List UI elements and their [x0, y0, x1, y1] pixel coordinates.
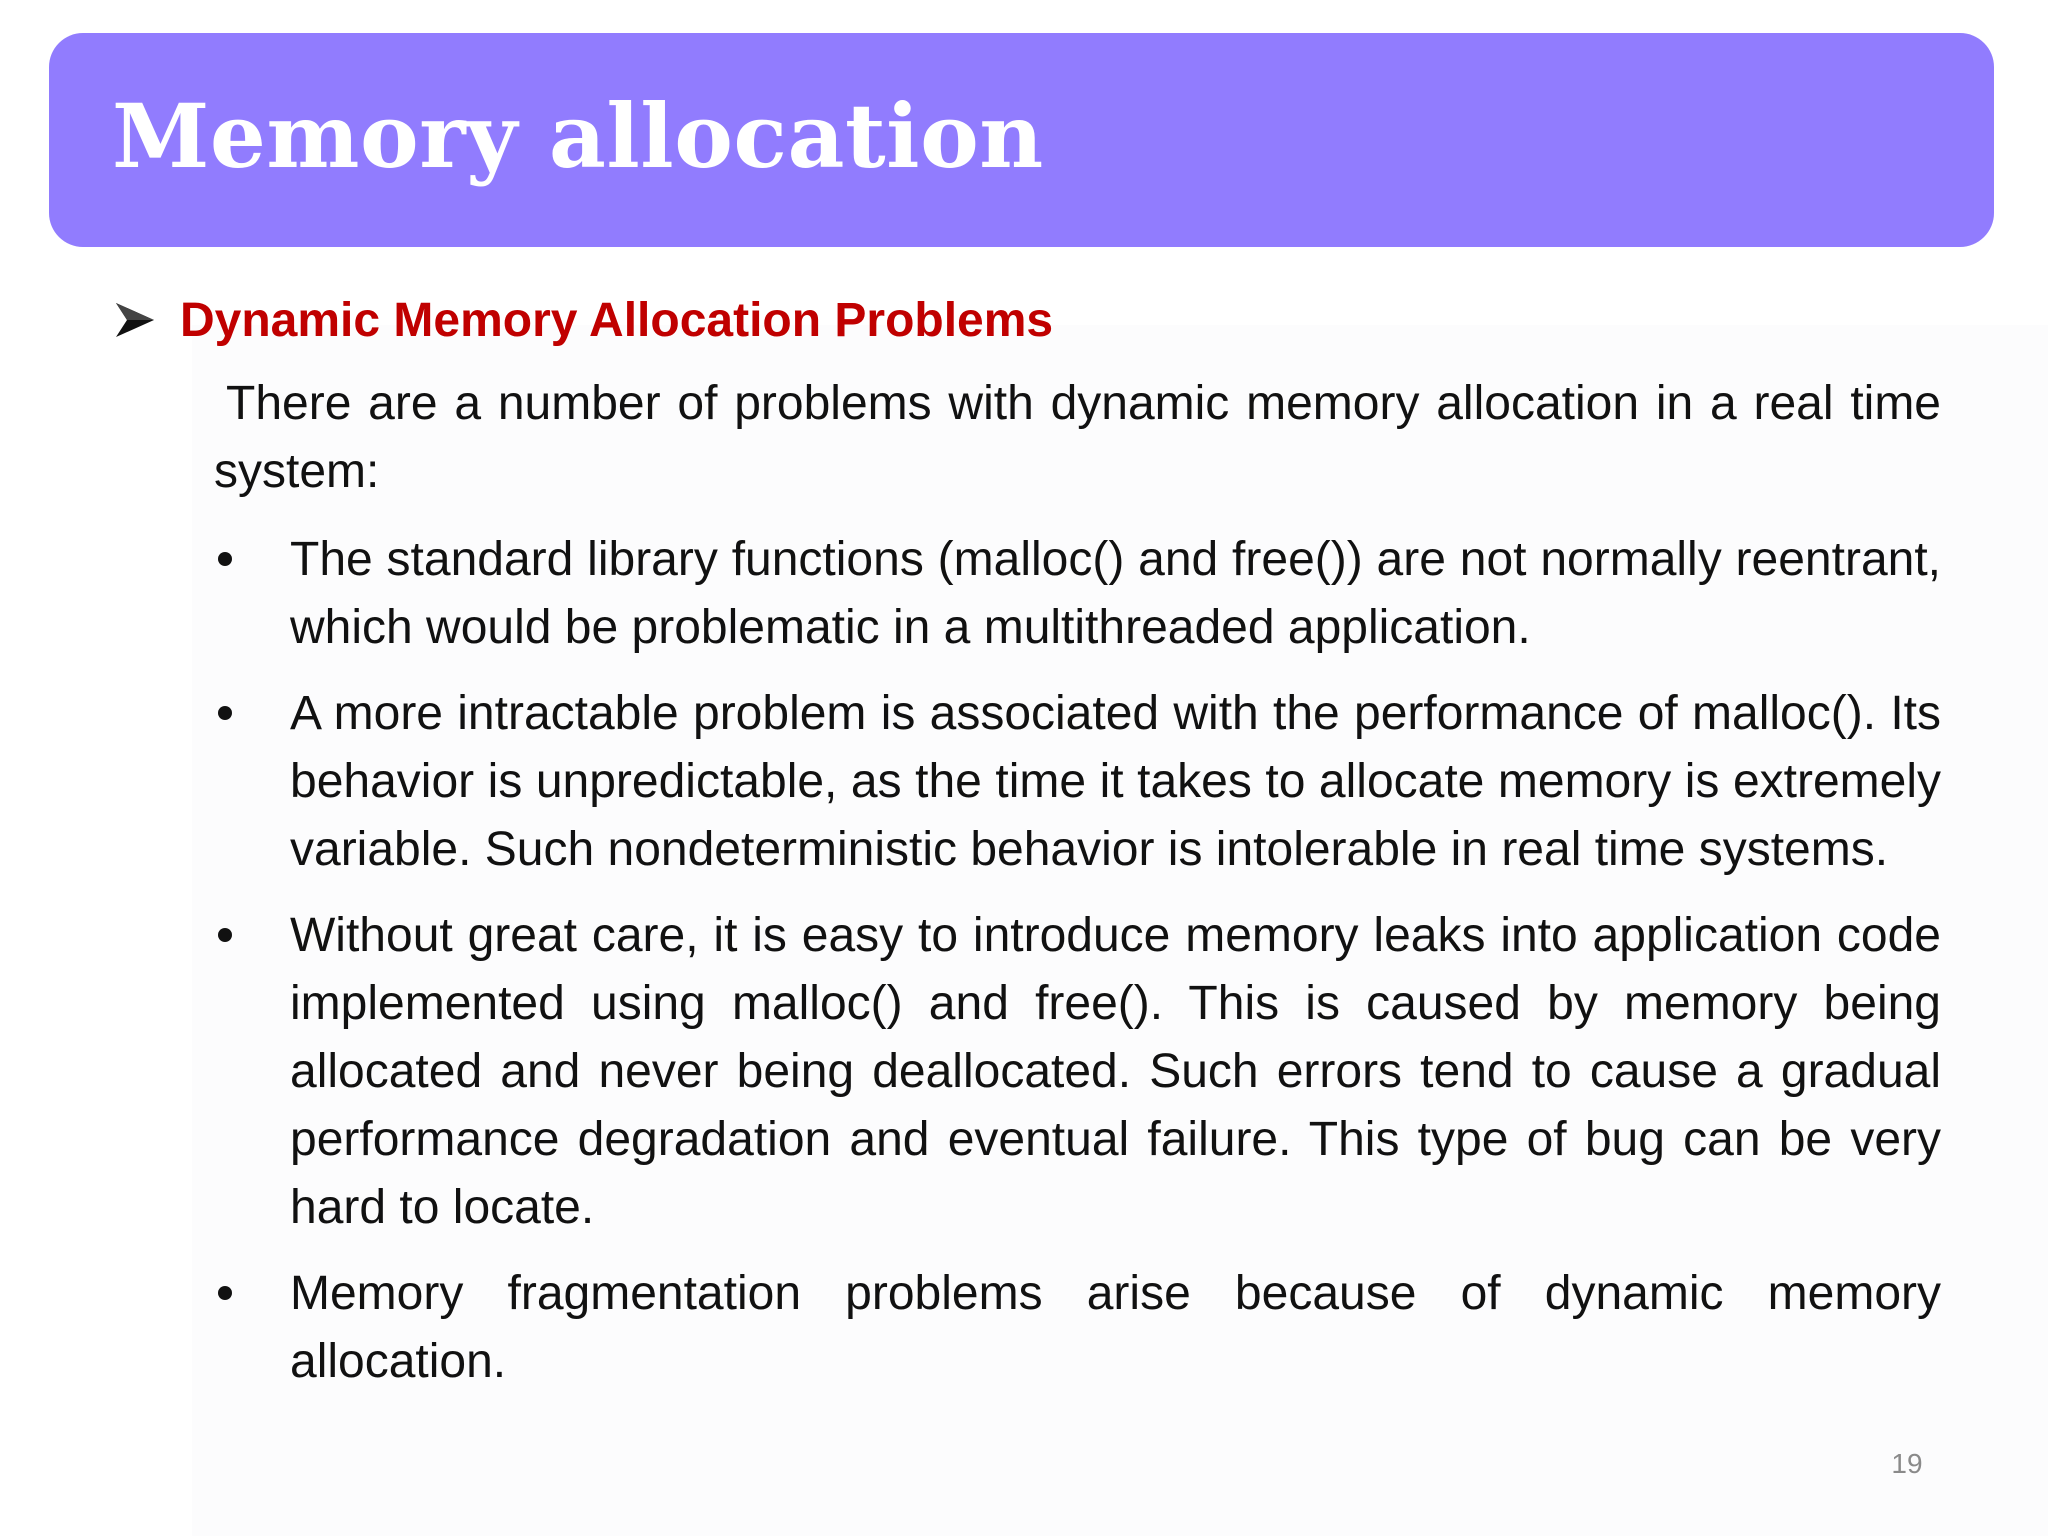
bullet-item [206, 680, 1941, 884]
section-heading-text: Dynamic Memory Allocation Problems [180, 293, 1054, 347]
arrow-bullet-icon [112, 297, 158, 343]
bullet-item [206, 526, 1941, 662]
title-bar [49, 33, 1994, 247]
bullet-item [206, 902, 1941, 1242]
bullet-dot-icon [218, 552, 232, 566]
bullet-text: Without great care, it is easy to introduce memory leaks into application code implemented using malloc() and free(). This is caused by memory being allocated and never being deallocated. Such errors tend to cause a gradual performance degradation and eventual failure. This type of bug can be very hard to locate. [290, 909, 1941, 1234]
page-number: 19 [1891, 1448, 1923, 1479]
bullet-dot-icon [218, 928, 232, 942]
bullet-text: A more intractable problem is associated with the performance of malloc(). Its behavior is unpredictable, as the time it takes to allocate memory is extremely variable. Such nondeterministic behavior is intolerable in real time systems. [290, 687, 1941, 876]
bullet-text: Memory fragmentation problems arise because of dynamic memory allocation. [290, 1267, 1941, 1388]
slide-title: Memory allocation [112, 84, 1044, 188]
bullet-dot-icon [218, 706, 232, 720]
bullet-text: The standard library functions (malloc() and free()) are not normally reentrant, which would be problematic in a multithreaded application. [290, 533, 1941, 654]
bullet-list [206, 526, 1941, 1414]
bullet-item [206, 1260, 1941, 1396]
section-heading [112, 290, 1053, 350]
bullet-dot-icon [218, 1286, 232, 1300]
intro-paragraph: There are a number of problems with dynamic memory allocation in a real time system: [214, 377, 1941, 498]
